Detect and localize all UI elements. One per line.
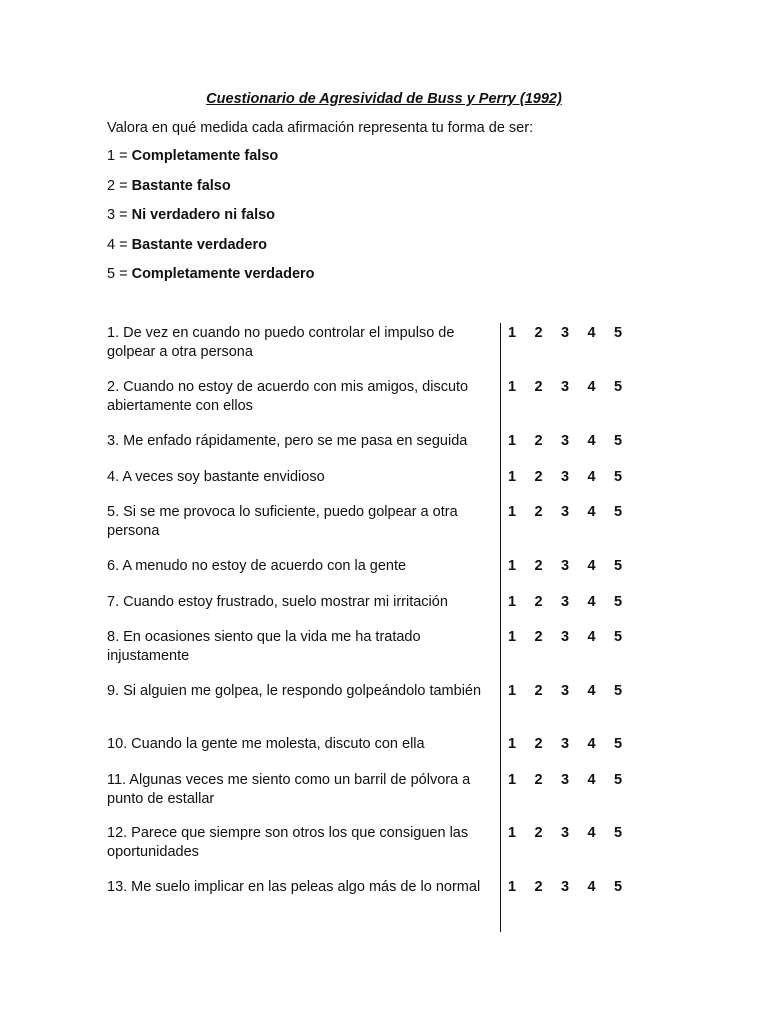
option-4[interactable]: 4: [587, 772, 596, 788]
option-3[interactable]: 3: [560, 379, 570, 395]
option-5[interactable]: 5: [613, 379, 623, 395]
question-12: 12. Parece que siempre son otros los que consiguen las oportunidades: [107, 825, 469, 860]
option-1[interactable]: 1: [507, 736, 517, 752]
answer-options-12: [506, 824, 624, 843]
option-1[interactable]: 1: [507, 469, 517, 485]
scale-label: Ni verdadero ni falso: [131, 207, 276, 223]
question-9: 9. Si alguien me golpea, le respondo golpeándolo también: [107, 683, 482, 699]
option-3[interactable]: 3: [560, 433, 570, 449]
option-3[interactable]: 3: [560, 558, 570, 574]
option-3[interactable]: 3: [560, 325, 570, 341]
option-2[interactable]: 2: [534, 504, 543, 520]
answer-options-6: [506, 557, 624, 576]
answer-options-7: [506, 593, 624, 612]
option-2[interactable]: 2: [534, 736, 543, 752]
question-13: 13. Me suelo implicar en las peleas algo más de lo normal: [107, 879, 481, 895]
option-2[interactable]: 2: [534, 433, 543, 449]
option-3[interactable]: 3: [560, 879, 570, 895]
answer-options-9: [506, 682, 624, 701]
option-5[interactable]: 5: [613, 683, 623, 699]
answer-options-4: [506, 468, 624, 487]
option-1[interactable]: 1: [507, 558, 517, 574]
answer-options-10: [506, 735, 624, 754]
option-2[interactable]: 2: [534, 825, 543, 841]
option-5[interactable]: 5: [613, 325, 623, 341]
scale-item-3: [107, 206, 315, 236]
option-4[interactable]: 4: [587, 594, 596, 610]
scale-label: Completamente falso: [131, 148, 279, 164]
option-4[interactable]: 4: [587, 825, 596, 841]
option-3[interactable]: 3: [560, 825, 570, 841]
option-1[interactable]: 1: [507, 433, 517, 449]
option-1[interactable]: 1: [507, 629, 517, 645]
option-2[interactable]: 2: [534, 558, 543, 574]
option-3[interactable]: 3: [560, 629, 570, 645]
option-3[interactable]: 3: [560, 736, 570, 752]
question-2: 2. Cuando no estoy de acuerdo con mis amigos, discuto abiertamente con ellos: [107, 379, 469, 414]
page-title: Cuestionario de Agresividad de Buss y Perry (1992): [206, 91, 562, 107]
option-5[interactable]: 5: [613, 469, 623, 485]
scale-number: 2 =: [107, 177, 132, 194]
option-4[interactable]: 4: [587, 504, 596, 520]
option-2[interactable]: 2: [534, 772, 543, 788]
option-4[interactable]: 4: [587, 379, 596, 395]
option-5[interactable]: 5: [613, 772, 623, 788]
answer-options-5: [506, 503, 624, 522]
option-3[interactable]: 3: [560, 594, 570, 610]
option-4[interactable]: 4: [587, 629, 596, 645]
option-5[interactable]: 5: [613, 594, 623, 610]
question-7: 7. Cuando estoy frustrado, suelo mostrar mi irritación: [107, 594, 448, 610]
option-2[interactable]: 2: [534, 879, 543, 895]
answer-options-1: [506, 324, 624, 343]
option-2[interactable]: 2: [534, 325, 543, 341]
option-1[interactable]: 1: [507, 683, 517, 699]
option-1[interactable]: 1: [507, 879, 517, 895]
scale-item-2: [107, 177, 315, 207]
option-3[interactable]: 3: [560, 469, 570, 485]
scale-label: Completamente verdadero: [131, 266, 315, 282]
question-8: 8. En ocasiones siento que la vida me ha tratado injustamente: [107, 629, 421, 664]
question-6: 6. A menudo no estoy de acuerdo con la gente: [107, 558, 407, 574]
answer-options-13: [506, 878, 624, 897]
question-1: 1. De vez en cuando no puedo controlar el impulso de golpear a otra persona: [107, 325, 455, 360]
option-3[interactable]: 3: [560, 772, 570, 788]
answer-options-3: [506, 432, 624, 451]
scale-label: Bastante falso: [131, 177, 231, 194]
question-10: 10. Cuando la gente me molesta, discuto con ella: [107, 736, 425, 752]
option-5[interactable]: 5: [613, 736, 623, 752]
option-4[interactable]: 4: [587, 469, 596, 485]
scale-number: 1 =: [107, 148, 132, 164]
option-5[interactable]: 5: [613, 504, 623, 520]
option-5[interactable]: 5: [613, 629, 623, 645]
question-3: 3. Me enfado rápidamente, pero se me pasa en seguida: [107, 433, 468, 449]
scale-legend: [107, 147, 315, 295]
scale-item-5: [107, 265, 315, 295]
answer-options-8: [506, 628, 624, 647]
answer-options-2: [506, 378, 624, 397]
scale-number: 3 =: [107, 207, 132, 223]
option-4[interactable]: 4: [587, 558, 596, 574]
option-1[interactable]: 1: [507, 825, 517, 841]
scale-item-1: [107, 147, 315, 177]
option-4[interactable]: 4: [587, 879, 596, 895]
option-2[interactable]: 2: [534, 683, 543, 699]
option-4[interactable]: 4: [587, 683, 596, 699]
column-divider: [500, 323, 501, 932]
option-1[interactable]: 1: [507, 379, 517, 395]
option-2[interactable]: 2: [534, 469, 543, 485]
option-5[interactable]: 5: [613, 558, 623, 574]
option-4[interactable]: 4: [587, 433, 596, 449]
option-3[interactable]: 3: [560, 504, 570, 520]
option-2[interactable]: 2: [534, 594, 543, 610]
answer-options-11: [506, 771, 624, 790]
scale-label: Bastante verdadero: [131, 236, 267, 253]
option-1[interactable]: 1: [507, 594, 517, 610]
question-4: 4. A veces soy bastante envidioso: [107, 469, 325, 485]
question-5: 5. Si se me provoca lo suficiente, puedo golpear a otra persona: [107, 504, 458, 539]
option-5[interactable]: 5: [613, 825, 623, 841]
option-5[interactable]: 5: [613, 879, 623, 895]
instructions-text: Valora en qué medida cada afirmación representa tu forma de ser:: [107, 120, 534, 136]
option-1[interactable]: 1: [507, 772, 517, 788]
option-5[interactable]: 5: [613, 433, 623, 449]
scale-item-4: [107, 236, 315, 266]
option-3[interactable]: 3: [560, 683, 570, 699]
option-4[interactable]: 4: [587, 325, 596, 341]
scale-number: 5 =: [107, 266, 132, 282]
scale-number: 4 =: [107, 236, 132, 253]
option-4[interactable]: 4: [587, 736, 596, 752]
option-1[interactable]: 1: [507, 325, 517, 341]
question-11: 11. Algunas veces me siento como un barril de pólvora a punto de estallar: [107, 772, 471, 807]
option-1[interactable]: 1: [507, 504, 517, 520]
option-2[interactable]: 2: [534, 629, 543, 645]
option-2[interactable]: 2: [534, 379, 543, 395]
